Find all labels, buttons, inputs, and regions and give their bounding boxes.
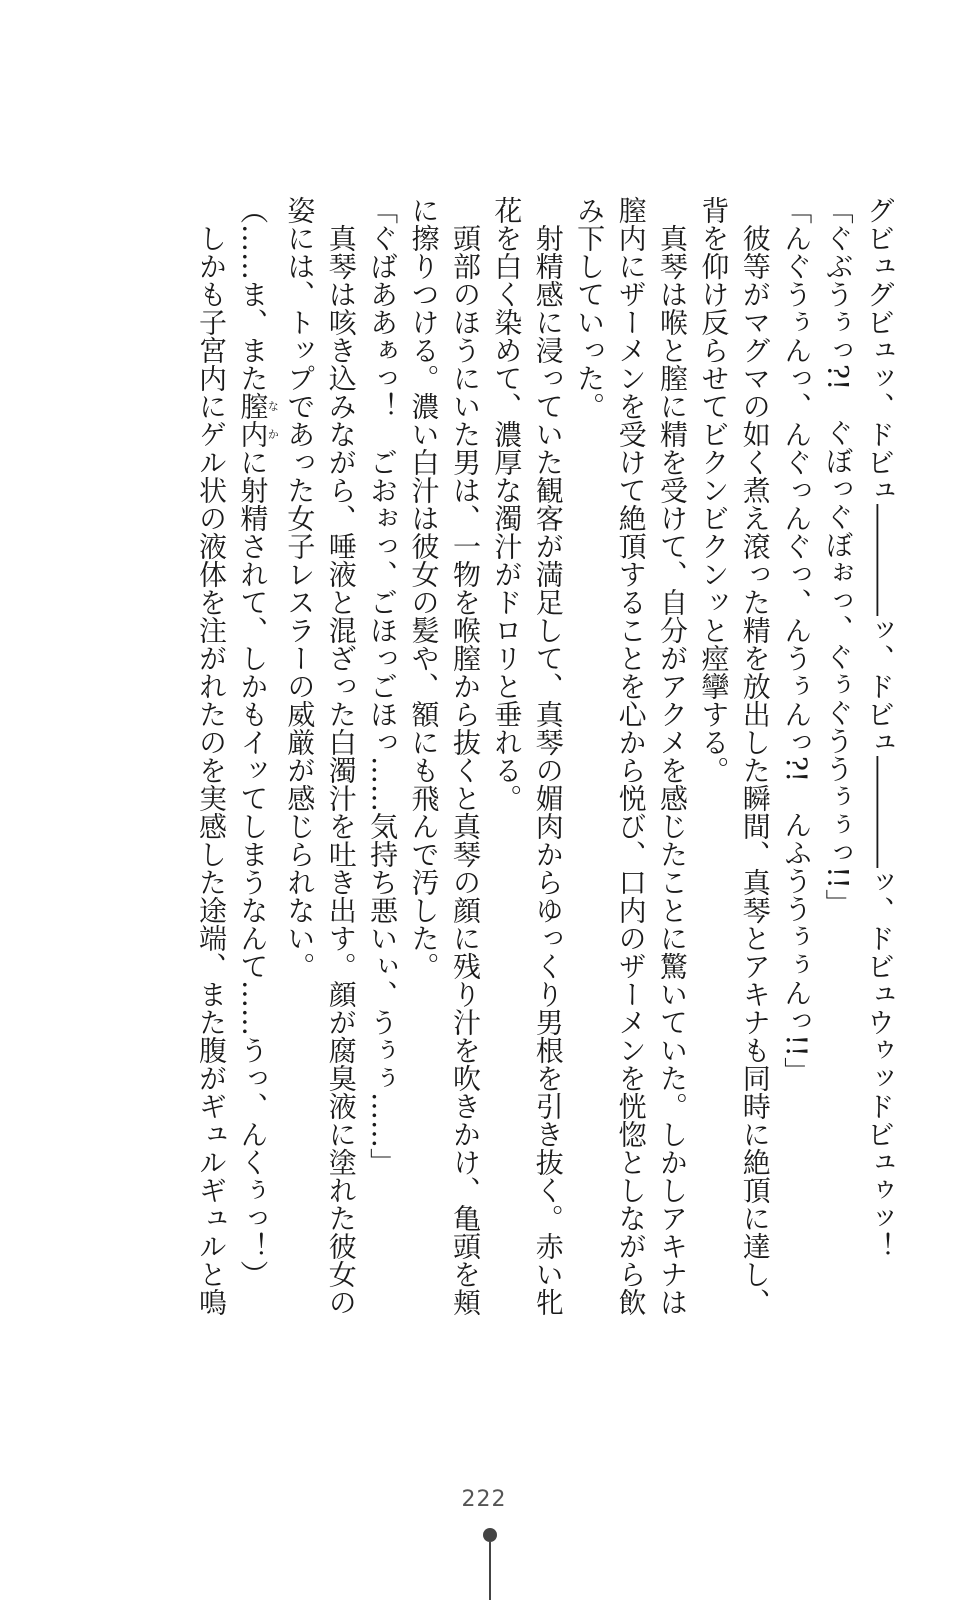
text-line: 「ぐばああぁっ！ ごおぉっ、ごほっごほっ……気持ち悪いぃ、うぅぅ……」 (366, 196, 400, 1176)
vertical-text-body (40, 196, 900, 1336)
furigana-reading: なか (266, 392, 280, 448)
text-line: 膣内にザーメンを受けて絶頂することを心から悦び、口内のザーメンを恍惚としながら飲 (614, 196, 648, 1316)
furigana-ruby: 膣内なか (236, 392, 280, 448)
text-line: 射精感に浸っていた観客が満足して、真琴の媚肉からゆっくり男根を引き抜く。赤い牝 (531, 196, 565, 1316)
text-line: 背を仰け反らせてビクンビクンッと痙攣する。 (697, 196, 731, 784)
page-marker-dot (483, 1528, 497, 1542)
text-line: 「んぐうぅんっ、んぐっんぐっ、んうぅんっ?! んふううぅぅんっ!!」 (780, 196, 814, 1085)
text-line: に擦りつける。濃い白汁は彼女の髪や、額にも飛んで汚した。 (407, 196, 441, 980)
text-line: 頭部のほうにいた男は、一物を喉膣から抜くと真琴の顔に残り汁を吹きかけ、亀頭を頬 (448, 196, 482, 1316)
text-line: み下していった。 (573, 196, 607, 420)
text-line: 彼等がマグマの如く煮え滾った精を放出した瞬間、真琴とアキナも同時に絶頂に達し、 (738, 196, 772, 1316)
text-line: 真琴は喉と膣に精を受けて、自分がアクメを感じたことに驚いていた。しかしアキナは (655, 196, 689, 1316)
text-line: 「ぐぶうぅっ?! ぐぼっぐぼぉっ、ぐぅぐううぅぅっ!!」 (821, 196, 855, 917)
text-line: 花を白く染めて、濃厚な濁汁がドロリと垂れる。 (490, 196, 524, 812)
text-line: （……ま、また膣内なかに射精されて、しかもイッてしまうなんて……うっ、んくぅっ！） (236, 196, 280, 1288)
page-number: 222 (461, 1487, 507, 1512)
text-line: しかも子宮内にゲル状の液体を注がれたのを実感した途端、また腹がギュルギュルと鳴 (195, 196, 228, 1316)
text-line: 真琴は咳き込みながら、唾液と混ざった白濁汁を吐き出す。顔が腐臭液に塗れた彼女の (324, 196, 358, 1316)
page-marker-rule (489, 1542, 491, 1600)
text-line: グビュグビュッ、ドビュ――――ッ、ドビュ――――ッ、ドビュウゥッドビュゥッ！ (863, 196, 896, 1260)
text-line: 姿には、トップであった女子レスラーの威厳が感じられない。 (283, 196, 317, 980)
